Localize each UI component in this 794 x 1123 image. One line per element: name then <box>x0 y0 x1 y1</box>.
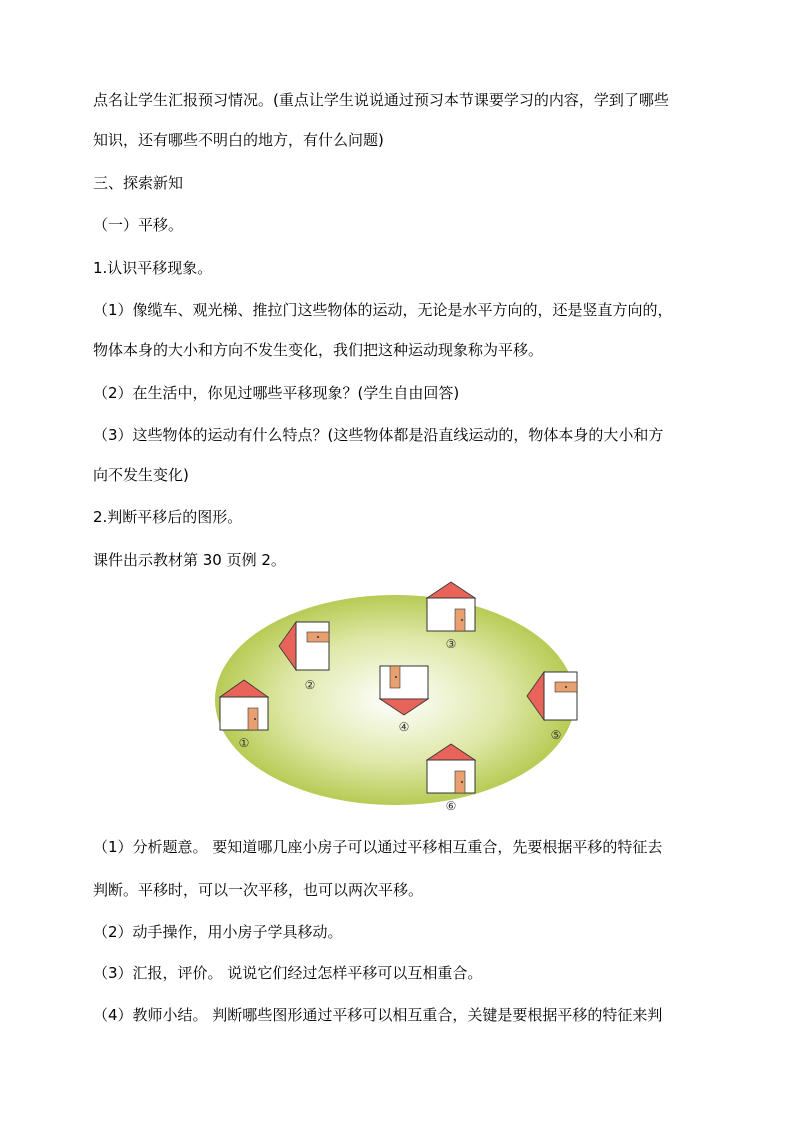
house-4-knob <box>395 676 397 678</box>
house-3-knob <box>461 619 463 621</box>
paragraph-line: （2）动手操作，用小房子学具移动。 <box>93 923 343 941</box>
house-1-knob <box>254 718 256 720</box>
house-6-knob <box>461 781 463 783</box>
house-5-knob <box>565 686 567 688</box>
house-6-wall <box>427 760 475 793</box>
house-2-knob <box>317 636 319 638</box>
item-heading: 2.判断平移后的图形。 <box>93 508 243 526</box>
house-3-wall <box>427 598 475 631</box>
house-6-label: ⑥ <box>445 799 457 813</box>
paragraph-line: （4）教师小结。 判断哪些图形通过平移可以相互重合，关键是要根据平移的特征来判 <box>93 1006 663 1024</box>
house-1-wall <box>220 697 268 730</box>
paragraph-line: 点名让学生汇报预习情况。(重点让学生说说通过预习本节课要学习的内容，学到了哪些 <box>93 91 669 109</box>
paragraph-line: 判断。平移时，可以一次平移，也可以两次平移。 <box>93 881 424 899</box>
paragraph-line: 向不发生变化) <box>93 466 189 484</box>
paragraph-line: 课件出示教材第 30 页例 2。 <box>93 551 286 569</box>
subsection-heading: （一）平移。 <box>93 216 184 234</box>
house-3-roof <box>427 582 475 598</box>
paragraph-line: （2）在生活中，你见过哪些平移现象？(学生自由回答) <box>93 384 460 402</box>
house-5-wall <box>544 672 577 720</box>
paragraph-line: 物体本身的大小和方向不发生变化，我们把这种运动现象称为平移。 <box>93 341 544 359</box>
paragraph-line: （1）分析题意。 要知道哪几座小房子可以通过平移相互重合，先要根据平移的特征去 <box>93 838 663 856</box>
houses-illustration <box>200 580 600 820</box>
house-5-label: ⑤ <box>550 728 562 742</box>
house-3-door <box>455 609 465 631</box>
section-heading: 三、探索新知 <box>93 174 184 192</box>
paragraph-line: （3）汇报，评价。 说说它们经过怎样平移可以互相重合。 <box>93 964 483 982</box>
house-6-door <box>455 771 465 793</box>
house-4-wall <box>380 666 428 699</box>
house-1-label: ① <box>238 736 250 750</box>
house-2-label: ② <box>304 678 316 692</box>
house-4-label: ④ <box>398 720 410 734</box>
paragraph-line: 知识，还有哪些不明白的地方，有什么问题) <box>93 131 384 149</box>
paragraph-line: （1）像缆车、观光梯、推拉门这些物体的运动，无论是水平方向的，还是竖直方向的， <box>93 301 673 319</box>
house-2-wall <box>296 622 329 670</box>
item-heading: 1.认识平移现象。 <box>93 259 213 277</box>
paragraph-line: （3）这些物体的运动有什么特点？(这些物体都是沿直线运动的，物体本身的大小和方 <box>93 426 664 444</box>
house-1-door <box>248 708 258 730</box>
houses-figure <box>200 580 600 820</box>
house-3-label: ③ <box>445 637 457 651</box>
